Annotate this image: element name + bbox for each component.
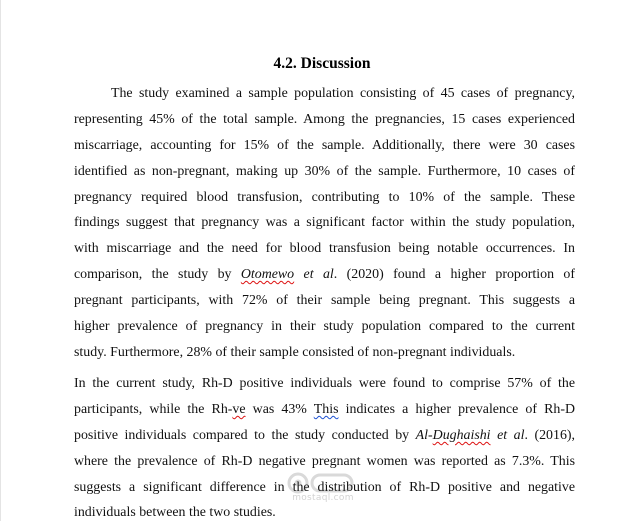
text-run: . (2016), [524, 427, 575, 443]
paragraph-line: suggests a significant difference in the distribution of Rh-D positive and negative [74, 479, 575, 495]
paragraph-line: pregnant participants, with 72% of their sample being pregnant. This suggests a [74, 293, 575, 309]
citation-etal: et al [490, 427, 525, 443]
text-run: indicates a higher prevalence of Rh-D [338, 401, 575, 417]
paragraph-line: identified as non-pregnant, making up 30% of the sample. Furthermore, 10 cases of [74, 163, 575, 179]
paragraph-line: The study examined a sample population consisting of 45 cases of pregnancy, [111, 86, 575, 101]
spelling-flag: ve [232, 401, 246, 417]
paragraph-line: miscarriage, accounting for 15% of the sample. Additionally, there were 30 cases [74, 137, 575, 153]
paragraph-line: with miscarriage and the need for blood transfusion being notable occurrences. In [74, 241, 575, 257]
paragraph-line: In the current study, Rh-D positive individuals were found to comprise 57% of the [74, 376, 575, 391]
paragraph-line: pregnancy required blood transfusion, contributing to 10% of the sample. These [74, 189, 575, 205]
watermark-text: mostaql.com [292, 493, 354, 503]
citation-author: Otomewo [240, 267, 295, 283]
text-run: . (2020) found a higher proportion of [333, 267, 575, 283]
paragraph-line: where the prevalence of Rh-D negative pregnant women was reported as 7.3%. This [74, 453, 575, 469]
citation-author-prefix: Al- [415, 427, 433, 443]
paragraph-line: study. Furthermore, 28% of their sample consisted of non-pregnant individuals. [74, 344, 516, 360]
paragraph-line: higher prevalence of pregnancy in their study population compared to the current [74, 319, 575, 335]
paragraph-2 [74, 371, 575, 526]
text-run: positive individuals compared to the study conducted by [74, 427, 416, 443]
paragraph-1 [74, 81, 575, 366]
citation-etal: et al [294, 267, 334, 283]
citation-author: Dughaishi [432, 427, 491, 443]
text-run: comparison, the study by [74, 267, 241, 283]
paragraph-line: individuals between the two studies. [74, 505, 276, 521]
paragraph-line-citation [74, 423, 575, 449]
paragraph-line-rh [74, 397, 575, 423]
paragraph-line: representing 45% of the total sample. Among the pregnancies, 15 cases experienced [74, 111, 575, 127]
text-run: was 43% [245, 401, 314, 417]
page-edge [0, 0, 1, 521]
text-run: participants, while the Rh- [74, 401, 233, 417]
paragraph-line-citation [74, 262, 575, 288]
paragraph-line: findings suggest that pregnancy was a significant factor within the study population, [74, 215, 575, 231]
grammar-flag: This [313, 401, 339, 417]
section-heading: 4.2. Discussion [273, 55, 371, 72]
